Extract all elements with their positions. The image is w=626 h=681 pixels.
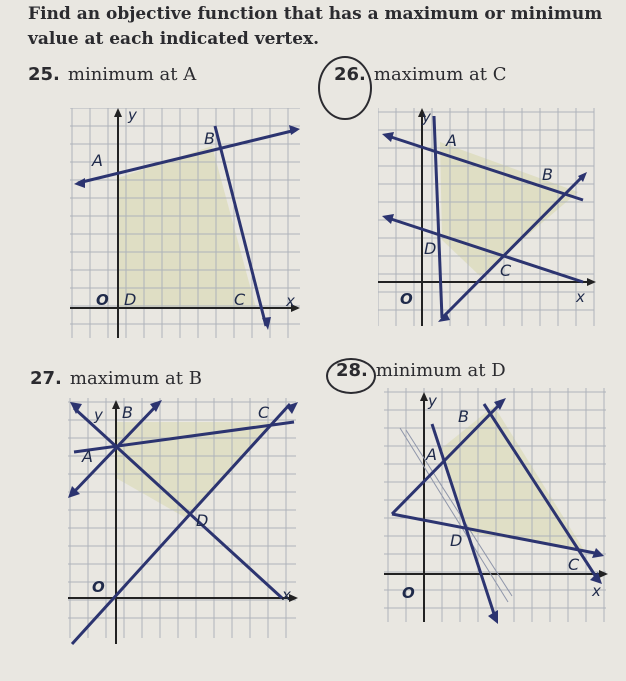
graph-25 <box>70 108 305 340</box>
x-axis-label: x <box>282 586 291 604</box>
y-axis-label: y <box>128 108 137 124</box>
vertex-d-label: D <box>424 239 437 258</box>
problem-27-label <box>30 368 202 389</box>
vertex-b-label: B <box>204 129 215 148</box>
vertex-d-label: D <box>450 531 463 550</box>
vertex-d-label: D <box>196 511 209 530</box>
origin-label: O <box>402 584 415 602</box>
problem-25-label <box>28 64 196 85</box>
problem-text: maximum at C <box>373 64 507 85</box>
problem-number: 27. <box>30 368 62 389</box>
vertex-c-label: C <box>568 555 580 574</box>
graph-26 <box>378 108 598 330</box>
problem-28-label <box>336 360 506 381</box>
vertex-a-label: A <box>92 151 103 170</box>
vertex-c-label: C <box>500 261 512 280</box>
y-axis-label: y <box>428 392 437 410</box>
x-axis-label: x <box>286 292 295 310</box>
y-axis-label: y <box>94 406 103 424</box>
origin-label: O <box>96 291 109 309</box>
vertex-a-label: A <box>82 447 93 466</box>
vertex-c-label: C <box>234 290 246 309</box>
vertex-b-label: B <box>122 403 133 422</box>
vertex-b-label: B <box>542 165 553 184</box>
problem-26-label <box>334 64 507 85</box>
problem-text: minimum at D <box>375 360 506 381</box>
vertex-d-label: D <box>124 290 137 309</box>
graph-28 <box>384 388 610 624</box>
origin-label: O <box>400 290 413 308</box>
x-axis-label: x <box>592 582 601 600</box>
x-axis-label: x <box>576 288 585 306</box>
graph-27 <box>68 398 300 648</box>
problem-text: minimum at A <box>67 64 197 85</box>
problem-number: 28. <box>336 360 368 381</box>
vertex-a-label: A <box>446 131 457 150</box>
instruction-text: Find an objective function that has a maximum or minimum value at each indicated vertex. <box>28 4 603 49</box>
vertex-a-label: A <box>426 445 437 464</box>
problem-number: 25. <box>28 64 60 85</box>
vertex-b-label: B <box>458 407 469 426</box>
feasible-region <box>118 146 256 308</box>
vertex-c-label: C <box>258 403 270 422</box>
origin-label: O <box>92 578 105 596</box>
problem-text: maximum at B <box>69 368 202 389</box>
y-axis-label: y <box>422 108 431 126</box>
problem-number: 26. <box>334 64 366 85</box>
